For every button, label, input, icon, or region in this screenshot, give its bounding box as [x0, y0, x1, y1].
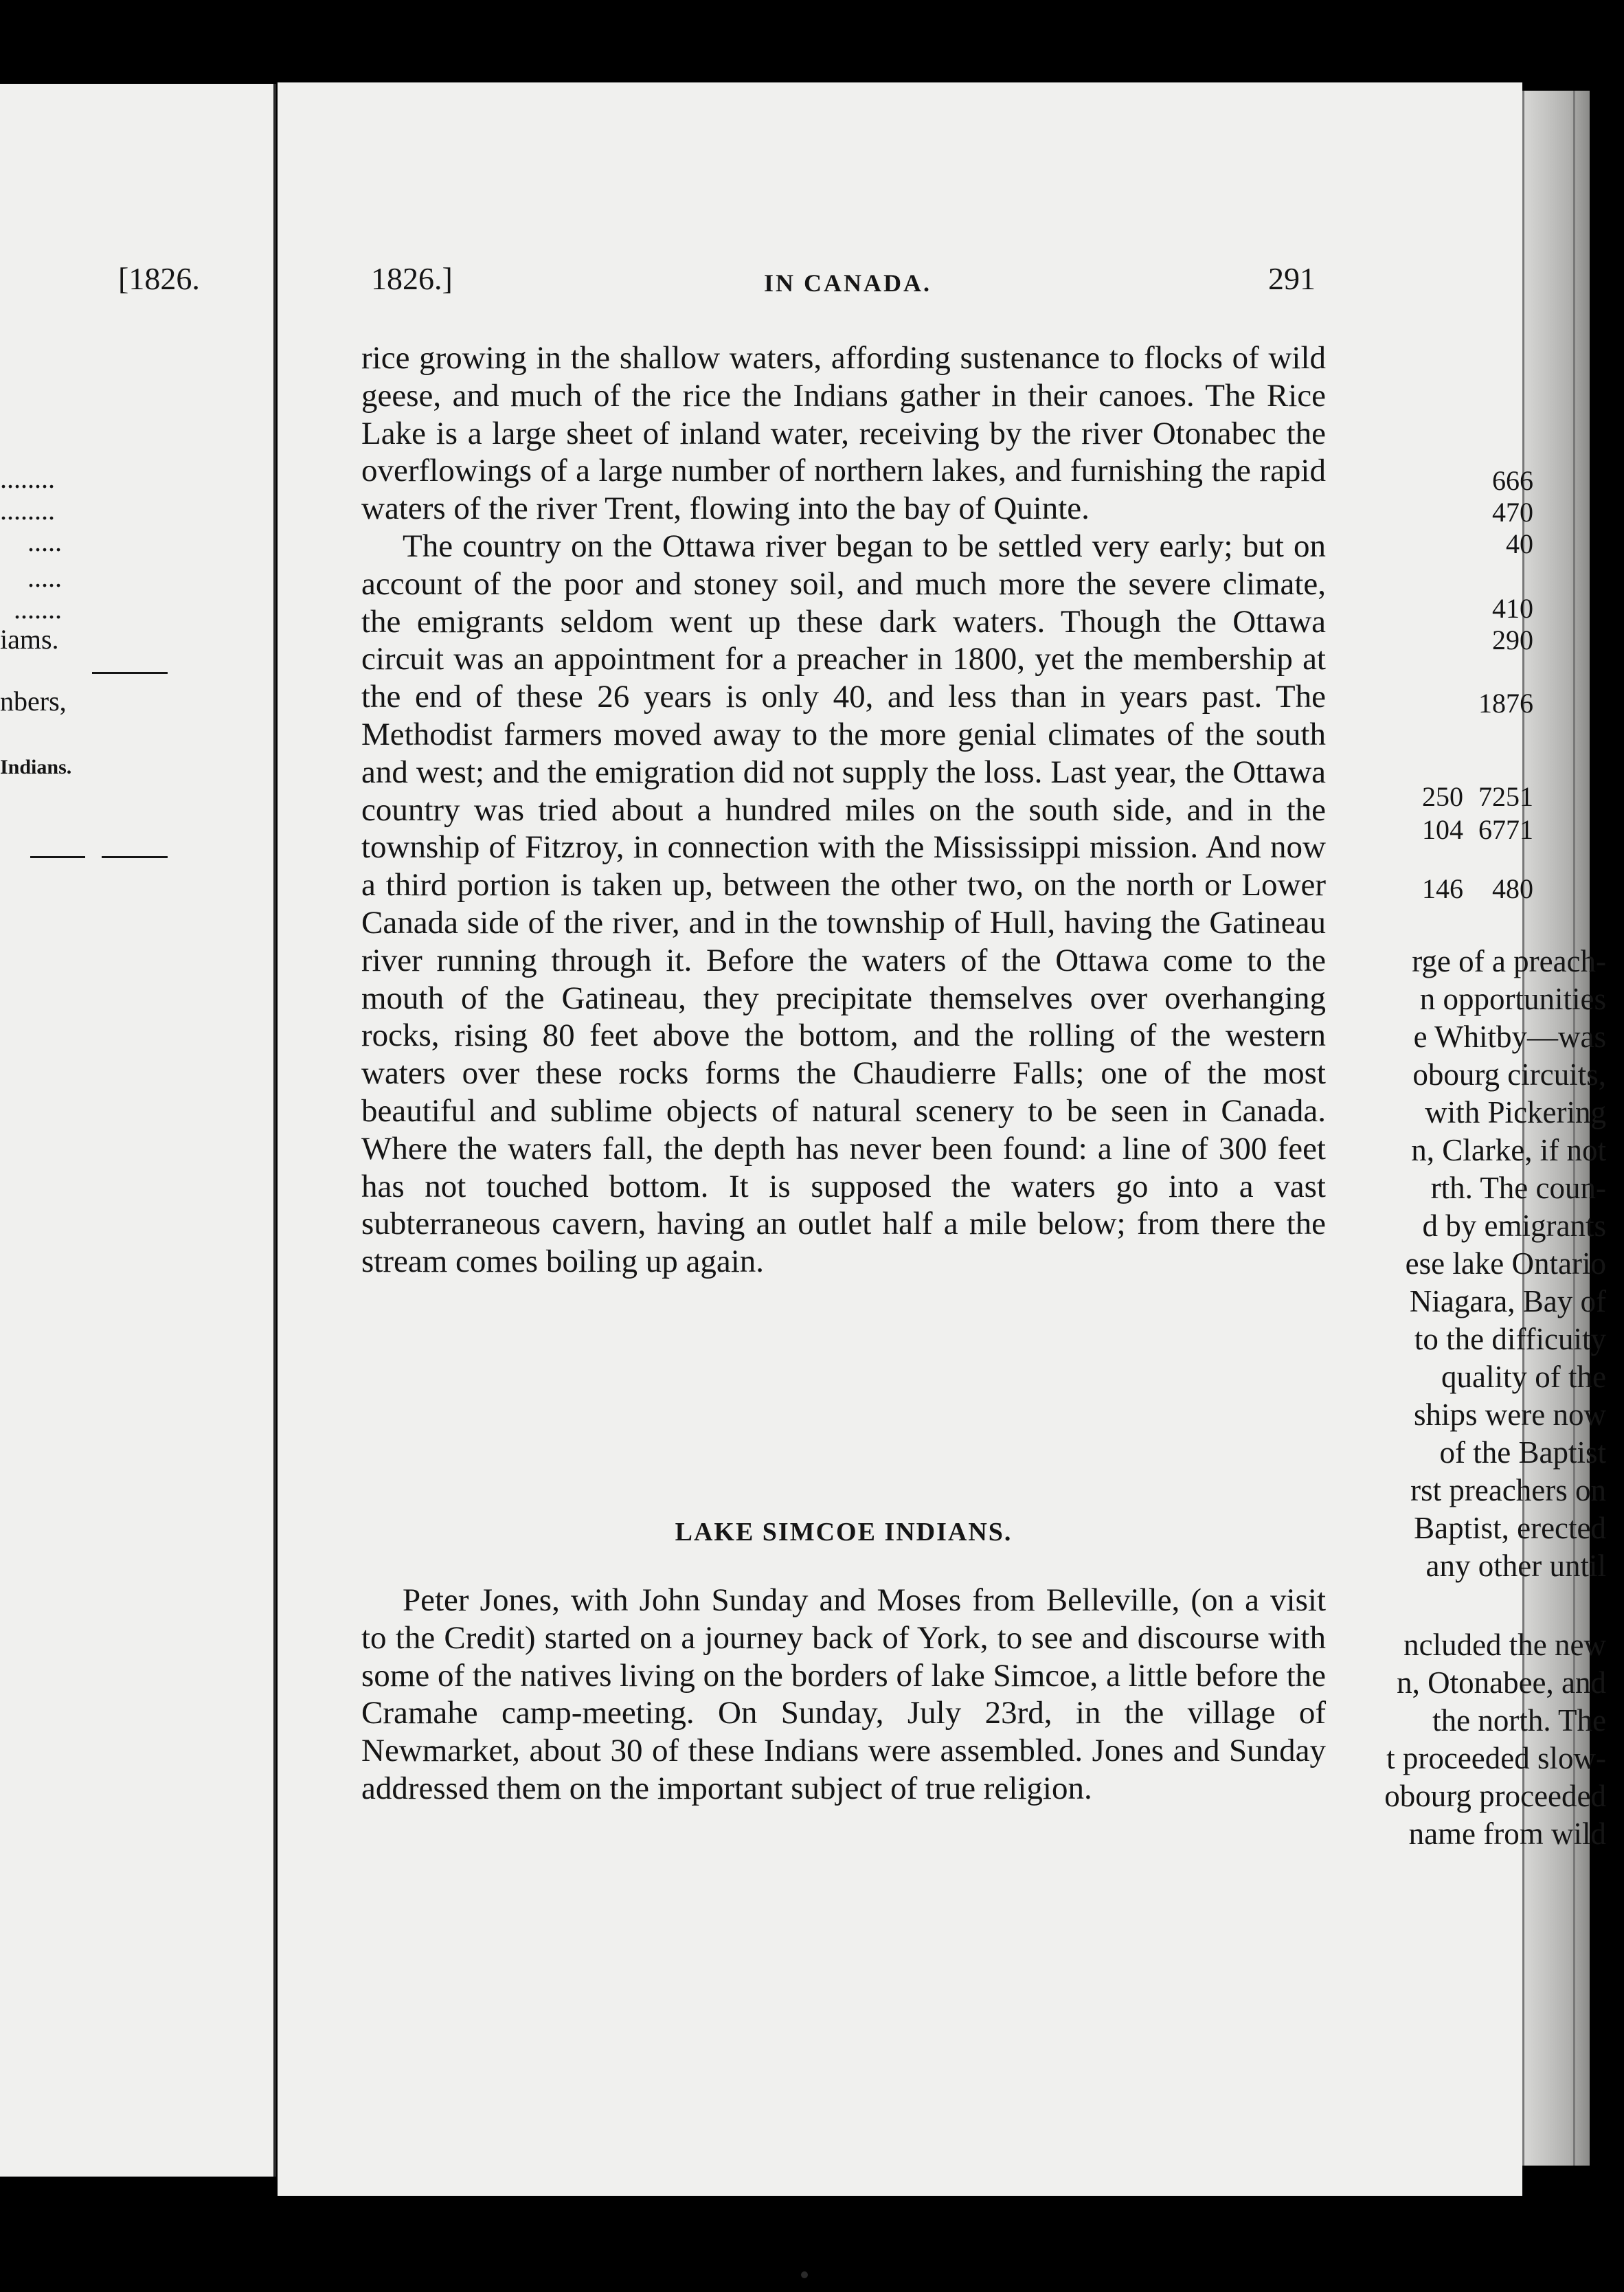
left-text-line: obourg proceeded [1384, 1779, 1606, 1813]
running-head-title: IN CANADA. [764, 269, 932, 297]
left-text-line: Baptist, erected [1414, 1511, 1606, 1545]
difference-value: 480 [1492, 873, 1533, 904]
left-text-line: of the Baptist [1439, 1435, 1606, 1470]
left-text-line: ncluded the new [1403, 1628, 1606, 1662]
left-text-line: name from wild [1408, 1817, 1606, 1851]
left-text-line: rge of a preach- [1412, 944, 1606, 978]
left-text-line: d by emigrants [1422, 1209, 1606, 1243]
indians-value: 250 [1422, 781, 1463, 812]
left-text-line: ships were now [1414, 1397, 1606, 1432]
table-rule [30, 856, 85, 858]
paragraph: rice growing in the shallow waters, affording sustenance to flocks of wild geese, and much of the rice the Indians gather in their canoes. The Rice Lake is a large sheet of inland water, receiving by the river Otonabec the overflowings of a large number of northern lakes, and furnishing the rapid waters of the river Trent, flowing into the bay of Quinte. [361, 340, 1326, 527]
indians-value: 7251 [1478, 781, 1533, 812]
paragraph: Peter Jones, with John Sunday and Moses from Belleville, (on a visit to the Credit) started on a journey back of York, to see and discourse with some of the natives living on the borders of lake Simcoe, a little before the Cramahe camp-meeting. On Sunday, July 23rd, in the village of Newmarket, about 30 of these Indians were assembled. Jones and Sunday addressed them on the important subject of true religion. [361, 1582, 1326, 1806]
table-row-label: ....... [14, 594, 62, 625]
table-row-label: ........ [0, 463, 55, 494]
table-rule [102, 856, 168, 858]
section-heading: LAKE SIMCOE INDIANS. [675, 1518, 1013, 1547]
table-row-label: ........ [0, 495, 55, 526]
page-number: 291 [1268, 261, 1316, 296]
paragraph: The country on the Ottawa river began to be settled very early; but on account of the poor and stoney soil, and much more the severe climate, the emigrants seldom went up these dark waters. Though the Ottawa circuit was an appointment for a preacher in 1800, yet the membership at the end of these 26 years is only 40, and less than in years past. The Methodist farmers moved away to the more genial climates of the south and west; and the emigration did not supply the loss. Last year, the Ottawa country was tried about a hundred miles on the south side, and in the township of Fitzroy, in connection with the Mississippi mission. And now a third portion is taken up, between the other two, on the north or Lower Canada side of the river, and in the township of Hull, having the Gatineau river running through it. Before the waters of the Ottawa come to the mouth of the Gatineau, they precipitate themselves over overhanging rocks, rising 80 feet above the bottom, and the rolling of the western waters over these rocks forms the Chaudierre Falls; one of the most beautiful and sublime objects of natural scenery to be seen in Canada. Where the waters fall, the depth has never been found: a line of 300 feet has not touched bottom. It is supposed the waters go into a vast subterraneous cavern, having an outlet half a mile below; from there the stream comes boiling up again. [361, 528, 1326, 1280]
scan-mark [801, 2271, 808, 2278]
table-row-value: 410 [1492, 593, 1533, 624]
table-row-label: ..... [27, 526, 62, 557]
left-text-line: the north. The [1432, 1703, 1606, 1738]
difference-value: 146 [1422, 873, 1463, 904]
left-text-line: any other until [1425, 1549, 1606, 1583]
left-text-line: rst preachers on [1410, 1473, 1606, 1507]
left-text-line: n opportunities [1419, 982, 1606, 1016]
left-text-line: obourg circuits, [1412, 1057, 1606, 1092]
section-body-text [361, 1582, 1326, 1808]
left-text-line: ese lake Ontario [1405, 1246, 1606, 1281]
table-row-value: 40 [1506, 528, 1533, 559]
table-row-label: ..... [27, 562, 62, 593]
left-page-header: [1826. [118, 261, 200, 296]
table-row-value: 666 [1492, 465, 1533, 496]
table-row-value: 290 [1492, 625, 1533, 655]
indians-header: Indians. [0, 756, 72, 778]
left-text-line: t proceeded slow- [1386, 1741, 1606, 1775]
indians-value: 6771 [1478, 814, 1533, 845]
left-text-line: with Pickering [1425, 1095, 1606, 1130]
left-page [0, 84, 276, 2177]
left-text-line: n, Otonabee, and [1397, 1665, 1606, 1700]
table-row-value: 470 [1492, 497, 1533, 528]
total-label: nbers, [0, 686, 67, 717]
table-rule [92, 672, 168, 674]
left-text-line: to the difficuity [1414, 1322, 1606, 1356]
running-head-year: 1826.] [371, 261, 453, 296]
total-value: 1876 [1478, 688, 1533, 719]
indians-value: 104 [1422, 814, 1463, 845]
main-body-text [361, 339, 1326, 1281]
left-text-line: rth. The coun- [1430, 1171, 1606, 1205]
left-text-line: e Whitby—was [1413, 1020, 1606, 1054]
left-text-line: quality of the [1441, 1360, 1606, 1394]
left-text-line: n, Clarke, if not [1411, 1133, 1606, 1167]
table-row-label: iams. [0, 624, 59, 655]
left-text-line: Niagara, Bay of [1409, 1284, 1606, 1318]
